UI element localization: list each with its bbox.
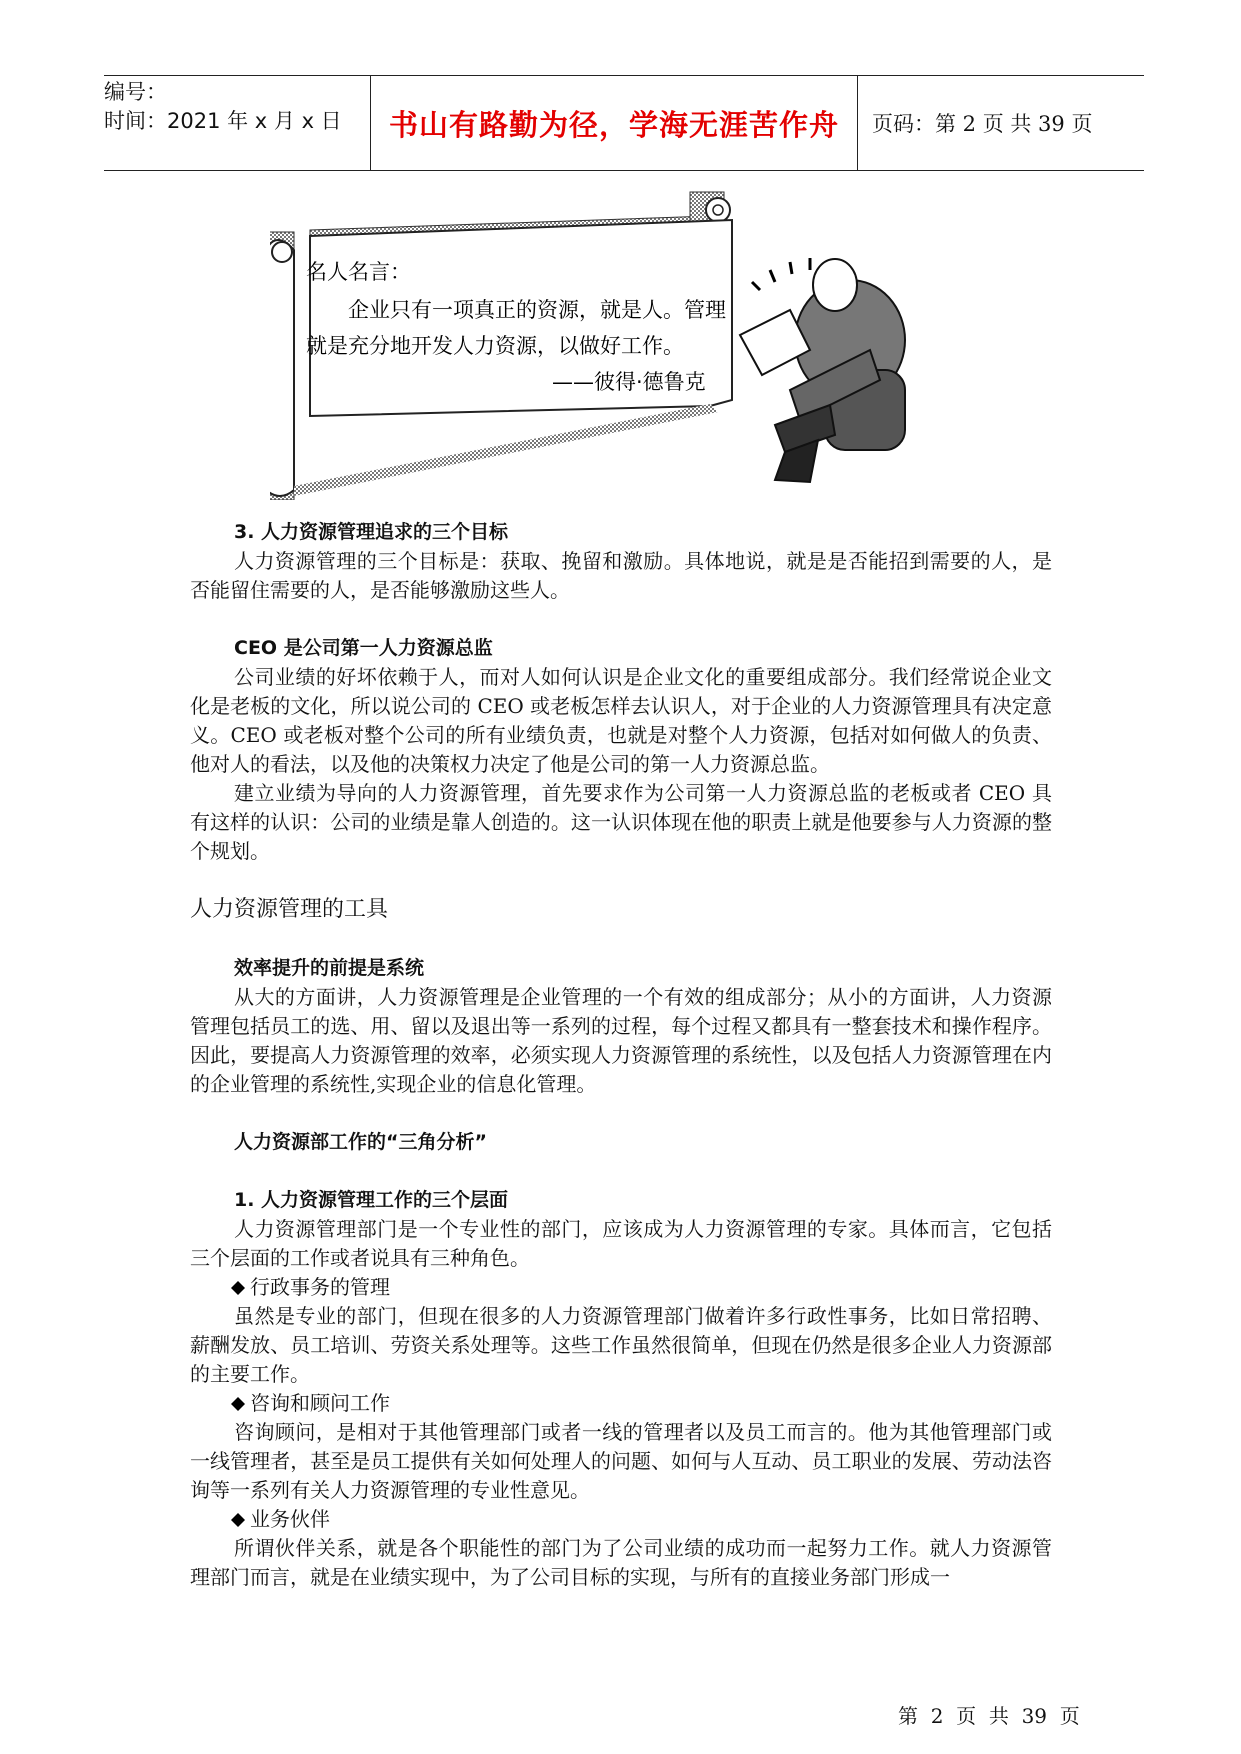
bullet-label: 行政事务的管理: [250, 1275, 390, 1299]
document-time-label: 时间：2021 年 x 月 x 日: [104, 109, 342, 133]
header-slogan: 书山有路勤为径，学海无涯苦作舟: [370, 76, 858, 170]
diamond-bullet-icon: [230, 1396, 246, 1412]
section-heading: 效率提升的前提是系统: [234, 957, 425, 979]
quote-title: 名人名言：: [306, 260, 411, 284]
bullet-item: [190, 1389, 1052, 1418]
paragraph: 建立业绩为导向的人力资源管理，首先要求作为公司第一人力资源总监的老板或者 CEO 具有这样的认识：公司的业绩是靠人创造的。这一认识体现在他的职责上就是他要参与人力资源的整个规划。: [190, 781, 1052, 863]
quote-scroll: [270, 190, 970, 500]
section-heading: 1. 人力资源管理工作的三个层面: [234, 1189, 509, 1211]
bullet-label: 咨询和顾问工作: [250, 1391, 390, 1415]
paragraph: 公司业绩的好坏依赖于人，而对人如何认识是企业文化的重要组成部分。我们经常说企业文化是老板的文化，所以说公司的 CEO 或老板怎样去认识人，对于企业的人力资源管理具有决定意义。CEO 或老板对整个公司的所有业绩负责，也就是对整个人力资源，包括对如何做人的负责、他对人的看法，以及他的决策权力决定了他是公司的第一人力资源总监。: [190, 665, 1052, 776]
section-heading: CEO 是公司第一人力资源总监: [234, 637, 493, 659]
quote-line-1: 企业只有一项真正的资源，就是人。管理: [348, 298, 726, 322]
paragraph: 从大的方面讲，人力资源管理是企业管理的一个有效的组成部分；从小的方面讲，人力资源管理包括员工的选、用、留以及退出等一系列的过程，每个过程又都具有一整套技术和操作程序。因此，要提高人力资源管理的效率，必须实现人力资源管理的系统性，以及包括人力资源管理在内的企业管理的系统性,实现企业的信息化管理。: [190, 985, 1052, 1096]
paragraph: 人力资源管理的三个目标是：获取、挽留和激励。具体地说，就是是否能招到需要的人，是否能留住需要的人，是否能够激励这些人。: [190, 549, 1052, 602]
document-number-label: 编号：: [104, 80, 167, 104]
section-heading: 人力资源部工作的“三角分析”: [234, 1131, 487, 1153]
quote-line-2: 就是充分地开发人力资源，以做好工作。: [306, 334, 684, 358]
quote-author: ——彼得·德鲁克: [552, 370, 706, 394]
bullet-item: [190, 1273, 1052, 1302]
diamond-bullet-icon: [230, 1512, 246, 1528]
bullet-item: [190, 1505, 1052, 1534]
document-body: [190, 518, 1052, 1592]
diamond-bullet-icon: [230, 1280, 246, 1296]
paragraph: 咨询顾问，是相对于其他管理部门或者一线的管理者以及员工而言的。他为其他管理部门或一线管理者，甚至是员工提供有关如何处理人的问题、如何与人互动、员工职业的发展、劳动法咨询等一系列有关人力资源管理的专业性意见。: [190, 1420, 1052, 1502]
reader-figure: [740, 258, 905, 482]
center-title: 人力资源管理的工具: [190, 897, 389, 922]
paragraph: 所谓伙伴关系，就是各个职能性的部门为了公司业绩的成功而一起努力工作。就人力资源管理部门而言，就是在业绩实现中，为了公司目标的实现，与所有的直接业务部门形成一: [190, 1536, 1052, 1589]
bullet-label: 业务伙伴: [250, 1507, 330, 1531]
header-left-cell: [104, 76, 370, 170]
header-page-label: 页码：第 2 页 共 39 页: [872, 112, 1093, 136]
page-header: [104, 75, 1144, 171]
paragraph: 虽然是专业的部门，但现在很多的人力资源管理部门做着许多行政性事务，比如日常招聘、薪酬发放、员工培训、劳资关系处理等。这些工作虽然很简单，但现在仍然是很多企业人力资源部的主要工作。: [190, 1304, 1052, 1386]
section-heading: 3. 人力资源管理追求的三个目标: [234, 521, 509, 543]
page-footer: 第 2 页 共 39 页: [898, 1704, 1080, 1728]
paragraph: 人力资源管理部门是一个专业性的部门，应该成为人力资源管理的专家。具体而言，它包括三个层面的工作或者说具有三种角色。: [190, 1217, 1052, 1270]
